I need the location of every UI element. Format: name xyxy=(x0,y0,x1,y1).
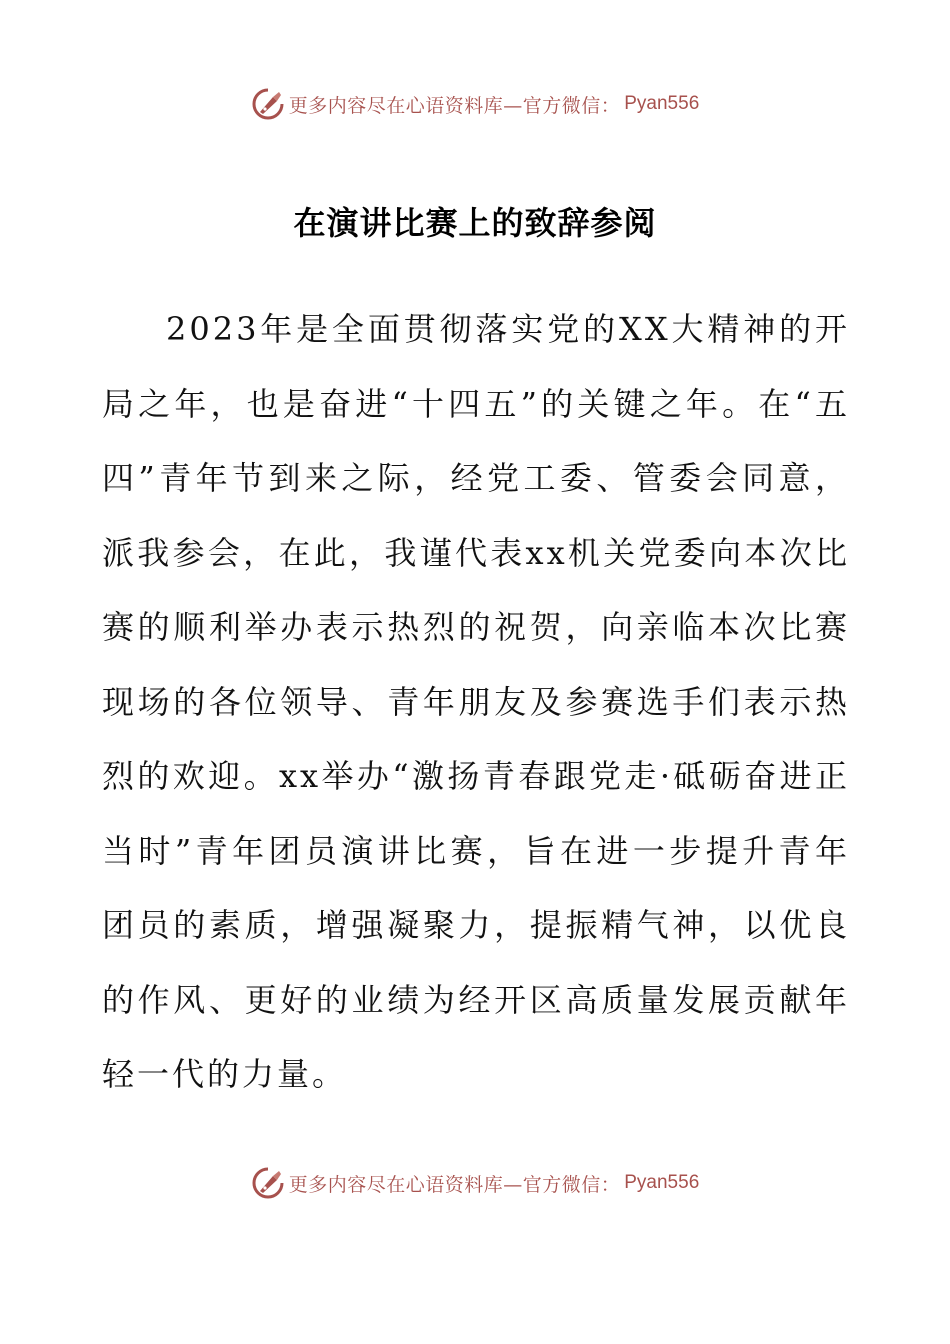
document-title: 在演讲比赛上的致辞参阅 xyxy=(293,204,657,242)
footer-banner xyxy=(0,1163,950,1203)
header-banner-handle: Pyan556 xyxy=(624,93,700,114)
footer-banner-handle: Pyan556 xyxy=(624,1172,700,1193)
pen-nib-logo-icon xyxy=(251,87,285,121)
pen-nib-logo-icon xyxy=(251,1166,285,1200)
footer-banner-text: 更多内容尽在心语资料库—官方微信： xyxy=(288,1173,621,1196)
header-banner xyxy=(0,84,950,124)
body-paragraph: 2023年是全面贯彻落实党的XX大精神的开局之年，也是奋进“十四五”的关键之年。在“五四”青年节到来之际，经党工委、管委会同意，派我参会，在此，我谨代表xx机关党委向本次比赛的顺利举办表示热烈的祝贺，向亲临本次比赛现场的各位领导、青年朋友及参赛选手们表示热烈的欢迎。xx举办“激扬青春跟党走·砥砺奋进正当时”青年团员演讲比赛，旨在进一步提升青年团员的素质，增强凝聚力，提振精气神，以优良的作风、更好的业绩为经开区高质量发展贡献年轻一代的力量。 xyxy=(102,310,850,1093)
header-banner-text: 更多内容尽在心语资料库—官方微信： xyxy=(288,94,621,117)
